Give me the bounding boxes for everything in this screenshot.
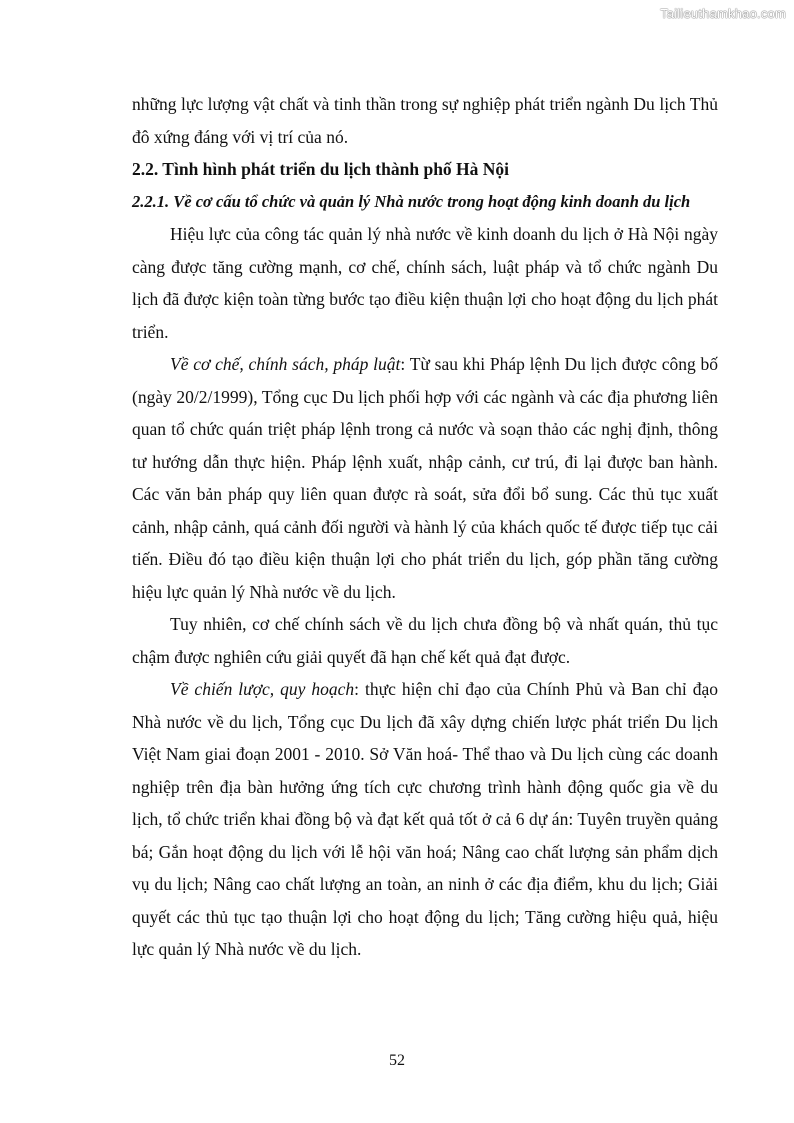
paragraph-body-strategy: : thực hiện chỉ đạo của Chính Phủ và Ban chỉ đạo Nhà nước về du lịch, Tổng cục Du lịch đã xây dựng chiến lược phát triển Du lịch Việt Nam giai đoạn 2001 - 2010. Sở Văn hoá- Thể thao và Du lịch cùng các doanh nghiệp trên địa bàn hưởng ứng tích cực chương trình hành động quốc gia về du lịch, tổ chức triển khai đồng bộ và đạt kết quả tốt ở cả 6 dự án: Tuyên truyền quảng bá; Gắn hoạt động du lịch với lễ hội văn hoá; Nâng cao chất lượng sản phẩm dịch vụ du lịch; Nâng cao chất lượng an toàn, an ninh ở các địa điểm, khu du lịch; Giải quyết các thủ tục tạo thuận lợi cho hoạt động du lịch; Tăng cường hiệu quả, hiệu lực quản lý Nhà nước về du lịch. (132, 679, 718, 959)
document-body (132, 88, 718, 966)
paragraph-mechanism (132, 348, 718, 608)
paragraph-lead-mechanism: Về cơ chế, chính sách, pháp luật (170, 354, 401, 374)
section-heading: 2.2. Tình hình phát triển du lịch thành phố Hà Nội (132, 159, 510, 179)
paragraph-lead-strategy: Về chiến lược, quy hoạch (170, 679, 355, 699)
paragraph-continuation: những lực lượng vật chất và tinh thần trong sự nghiệp phát triển ngành Du lịch Thủ đô xứng đáng với vị trí của nó. (132, 94, 718, 147)
paragraph-strategy (132, 673, 718, 966)
paragraph-management: Hiệu lực của công tác quản lý nhà nước về kinh doanh du lịch ở Hà Nội ngày càng được tăng cường mạnh, cơ chế, chính sách, luật pháp và tổ chức ngành Du lịch đã được kiện toàn từng bước tạo điều kiện thuận lợi cho hoạt động du lịch phát triển. (132, 224, 718, 342)
watermark-text: Tailieuthamkhao.com (660, 6, 786, 21)
paragraph-body-mechanism: : Từ sau khi Pháp lệnh Du lịch được công bố (ngày 20/2/1999), Tổng cục Du lịch phối hợp với các ngành và các địa phương liên quan tổ chức quán triệt pháp lệnh trong cả nước và soạn thảo các nghị định, thông tư hướng dẫn thực hiện. Pháp lệnh xuất, nhập cảnh, cư trú, đi lại được ban hành. Các văn bản pháp quy liên quan được rà soát, sửa đổi bổ sung. Các thủ tục xuất cảnh, nhập cảnh, quá cảnh đối người và hành lý của khách quốc tế được tiếp tục cải tiến. Điều đó tạo điều kiện thuận lợi cho phát triển du lịch, góp phần tăng cường hiệu lực quản lý Nhà nước về du lịch. (132, 354, 718, 602)
subsection-heading: 2.2.1. Về cơ cấu tổ chức và quản lý Nhà nước trong hoạt động kinh doanh du lịch (132, 191, 691, 211)
page-number: 52 (389, 1052, 405, 1069)
paragraph-limitations: Tuy nhiên, cơ chế chính sách về du lịch chưa đồng bộ và nhất quán, thủ tục chậm được nghiên cứu giải quyết đã hạn chế kết quả đạt được. (132, 614, 718, 667)
